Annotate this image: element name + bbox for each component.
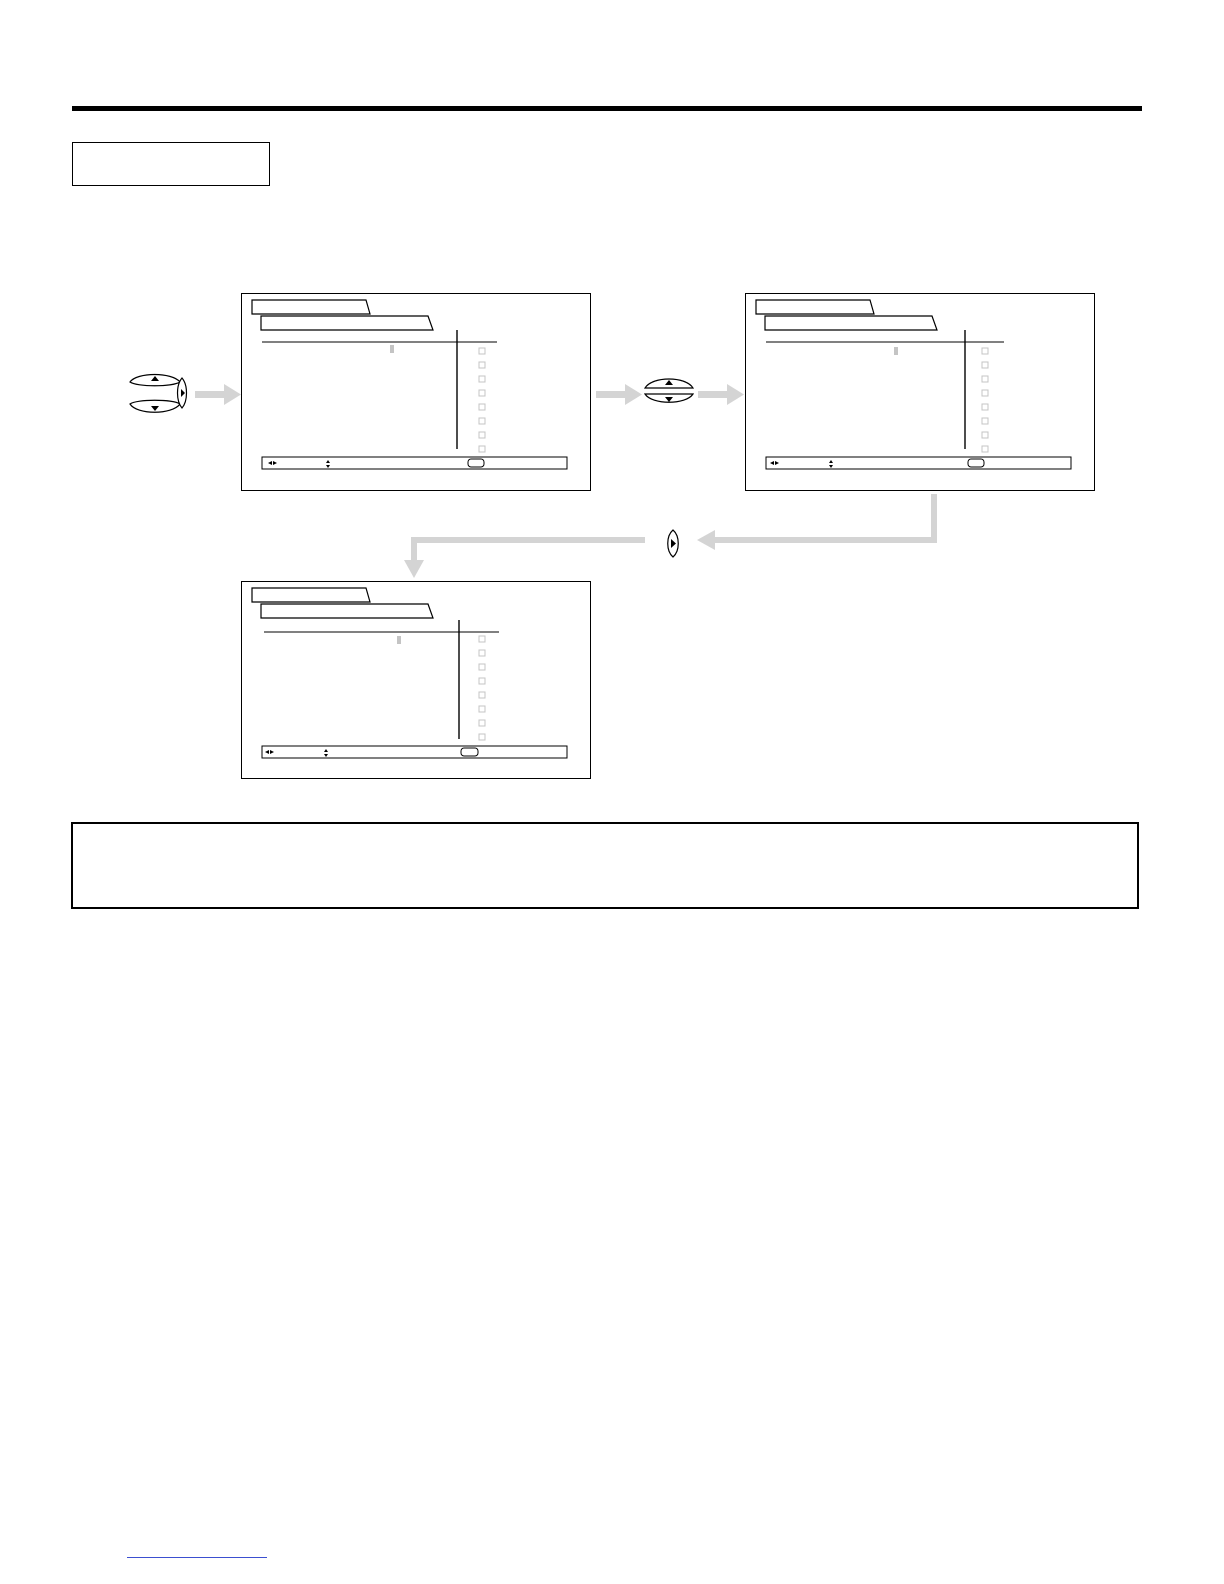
remote-button-right xyxy=(668,530,679,557)
osd-screen-3-drawing xyxy=(242,582,592,780)
right-button-icon xyxy=(668,530,679,557)
down-button-icon xyxy=(130,400,180,412)
flow-arrow-3 xyxy=(698,384,744,405)
footer-link-underline[interactable] xyxy=(127,1557,267,1558)
remote-button-group-1 xyxy=(130,375,187,413)
section-label-box xyxy=(72,142,270,186)
note-box xyxy=(71,822,1139,909)
right-button-icon xyxy=(178,378,187,408)
down-button-icon xyxy=(645,394,693,402)
flow-arrow-2 xyxy=(596,384,642,405)
osd-screen-2 xyxy=(745,293,1095,491)
up-button-icon xyxy=(645,379,693,388)
remote-button-group-2 xyxy=(645,379,693,402)
osd-screen-1-drawing xyxy=(242,294,592,492)
flow-arrow-1 xyxy=(195,384,241,405)
osd-screen-1 xyxy=(241,293,591,491)
osd-screen-2-drawing xyxy=(746,294,1096,492)
osd-screen-3 xyxy=(241,581,591,779)
up-button-icon xyxy=(130,375,180,386)
flow-arrow-return xyxy=(404,494,937,578)
header-rule xyxy=(72,106,1142,111)
